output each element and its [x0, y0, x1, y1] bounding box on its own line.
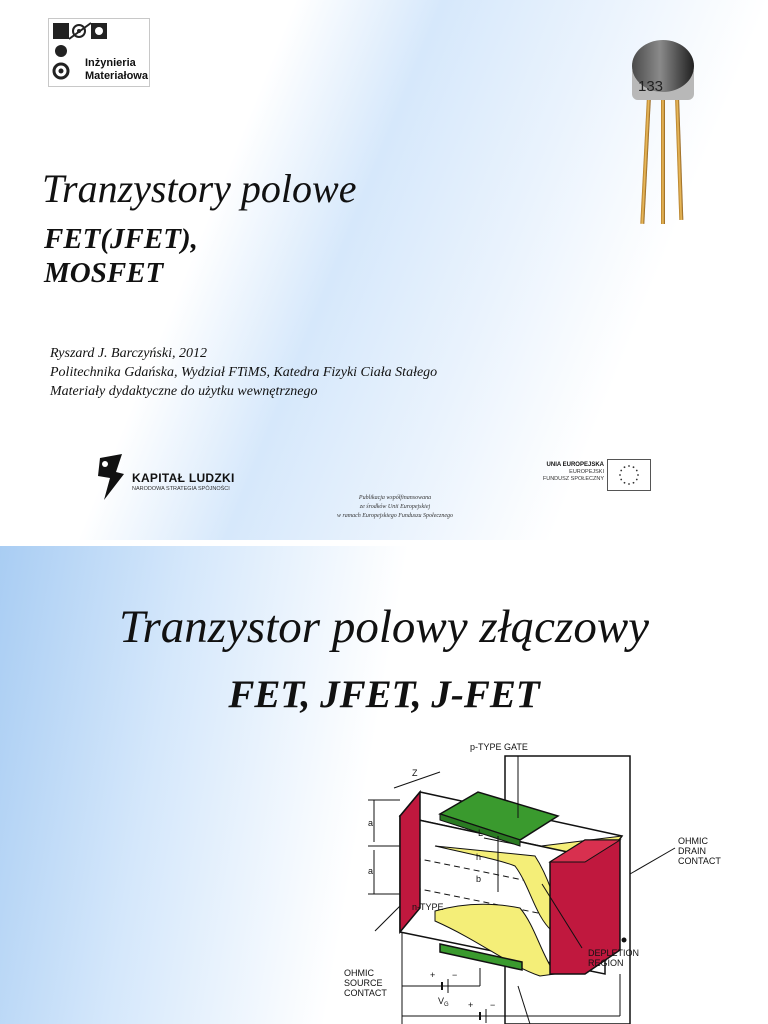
eu-star: [636, 479, 638, 481]
b-label: b: [476, 874, 482, 884]
logo-line-1: Inżynieria: [85, 57, 136, 69]
eu-star: [619, 474, 621, 476]
drain-contact-dot: [622, 938, 627, 943]
eu-star: [637, 474, 639, 476]
a2-label: a: [368, 866, 374, 876]
publication-note: [300, 494, 490, 521]
source-label-2: SOURCE: [344, 978, 383, 988]
eu-star: [633, 482, 635, 484]
eu-star: [636, 470, 638, 472]
drain-label-3: CONTACT: [678, 856, 721, 866]
eu-line-3: FUNDUSZ SPOŁECZNY: [542, 476, 604, 482]
drain-label-2: DRAIN: [678, 846, 707, 856]
gate-label: p-TYPE GATE: [470, 742, 528, 752]
eu-flag-icon: [607, 459, 651, 491]
eu-star: [620, 470, 622, 472]
depletion-label-1: DEPLETION: [588, 948, 640, 958]
inzynieria-materialowa-logo: [48, 18, 150, 87]
eu-star: [628, 483, 630, 485]
source-pointer: [375, 906, 400, 931]
a1-label: a: [368, 818, 374, 828]
eu-star: [633, 466, 635, 468]
source-label-1: OHMIC: [344, 968, 374, 978]
slide2-title: Tranzystor polowy złączowy: [118, 601, 650, 653]
logo-line-2: Materiałowa: [85, 70, 148, 82]
author-line-2: Politechnika Gdańska, Wydział FTiMS, Katedra Fizyki Ciała Stałego: [50, 365, 438, 380]
vg-plus: +: [430, 970, 436, 980]
eu-star: [624, 482, 626, 484]
eu-line-2: EUROPEJSKI: [569, 469, 604, 475]
drain-label-1: OHMIC: [678, 836, 708, 846]
eu-line-1: UNIA EUROPEJSKA: [546, 462, 604, 468]
l-label: L: [478, 828, 484, 838]
transistor-photo: [618, 28, 708, 233]
author-line-1: Ryszard J. Barczyński, 2012: [50, 346, 207, 361]
kapital-ludzki-logo: [132, 471, 235, 492]
vg-minus: −: [452, 970, 458, 980]
slide1-subtitle: [44, 222, 198, 290]
vg-v: V: [438, 996, 445, 1006]
eu-star: [620, 479, 622, 481]
vd-minus: −: [490, 1000, 496, 1010]
vd-plus: +: [468, 1000, 474, 1010]
depletion-label-2: REGION: [588, 958, 624, 968]
publication-line-1: Publikacja współfinansowana: [358, 495, 432, 501]
author-info: [50, 344, 437, 401]
drain-pointer: [630, 848, 675, 874]
subtitle-line-1: FET(JFET),: [44, 223, 198, 255]
jfet-structure-diagram: [330, 736, 740, 1024]
ntype-label: n-TYPE: [412, 902, 444, 912]
eu-star: [628, 465, 630, 467]
transistor-marking: 133: [638, 78, 664, 95]
vg-label: [438, 996, 449, 1008]
eu-logo-text: [534, 462, 604, 483]
subtitle-line-2: MOSFET: [44, 257, 164, 289]
slide1-title: Tranzystory polowe: [42, 166, 357, 211]
vg-sub: G: [444, 1002, 449, 1008]
author-line-3: Materiały dydaktyczne do użytku wewnętrznego: [50, 384, 318, 399]
publication-line-3: w ramach Europejskiego Funduszu Społecznego: [336, 513, 454, 519]
z-label: Z: [412, 768, 418, 778]
jfet-slide: [0, 546, 768, 1024]
kapital-ludzki-title: KAPITAŁ LUDZKI: [132, 471, 235, 485]
eu-star: [624, 466, 626, 468]
publication-line-2: ze środków Unii Europejskiej: [359, 504, 431, 510]
kapital-ludzki-icon: [96, 454, 126, 500]
h-label: h: [476, 852, 482, 862]
slide2-subtitle: FET, JFET, J-FET: [228, 673, 540, 716]
source-label-3: CONTACT: [344, 988, 387, 998]
kapital-ludzki-subtitle: NARODOWA STRATEGIA SPÓJNOŚCI: [132, 486, 230, 492]
